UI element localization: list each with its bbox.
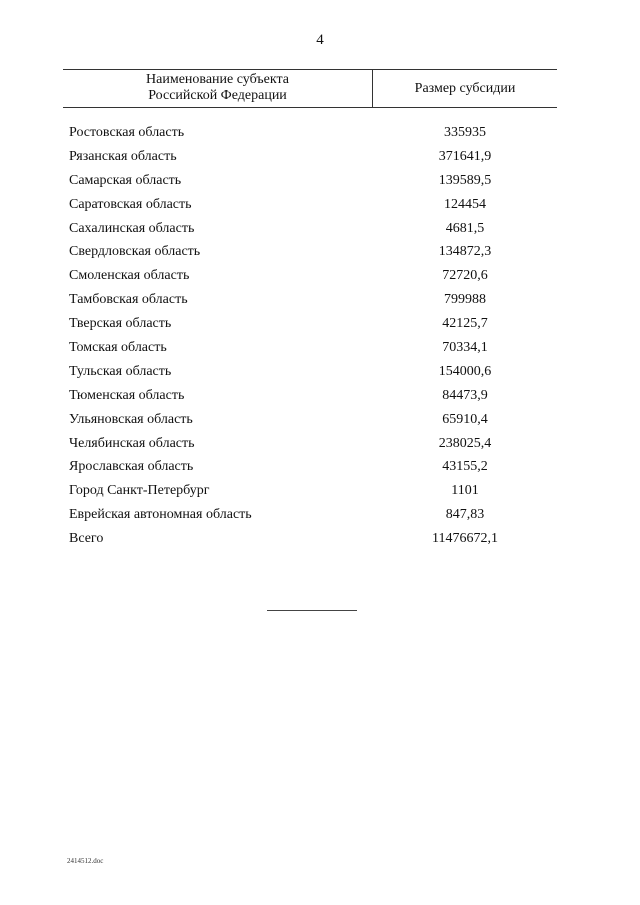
table-row [63, 169, 557, 193]
row-subsidy-value: 238025,4 [438, 435, 492, 451]
table-row [63, 288, 557, 312]
row-subsidy-value: 42125,7 [442, 316, 488, 332]
header-subsidy-amount: Размер субсидии [414, 81, 516, 96]
table-row [63, 193, 557, 217]
row-subject-name: Ростовская область [69, 125, 185, 140]
row-subsidy-value: 43155,2 [442, 459, 488, 475]
row-subsidy-value: 371641,9 [438, 148, 492, 164]
row-subject-name: Томская область [69, 340, 167, 356]
table-row [63, 121, 557, 145]
row-subsidy-value: 84473,9 [442, 387, 488, 403]
table-header [63, 69, 557, 108]
row-subject-name: Тульская область [69, 363, 172, 379]
table-row [63, 503, 557, 527]
row-subsidy-value: 124454 [444, 196, 486, 212]
row-subject-name: Сахалинская область [69, 220, 195, 236]
row-subject-name: Самарская область [69, 172, 182, 188]
row-subsidy-value: 134872,3 [438, 244, 492, 260]
row-subject-name: Тюменская область [69, 387, 185, 403]
row-subject-name: Тамбовская область [69, 292, 188, 308]
row-subsidy-value: 1101 [451, 483, 479, 499]
header-subject-name [63, 72, 372, 104]
row-subject-name: Ульяновская область [69, 411, 193, 427]
row-subsidy-value: 70334,1 [442, 340, 488, 356]
row-subsidy-value: 847,83 [445, 507, 485, 523]
row-subject-name: Ярославская область [69, 459, 194, 475]
footer-file-name: 2414512.doc [67, 857, 104, 865]
table-row [63, 432, 557, 456]
row-subject-name: Смоленская область [69, 268, 190, 284]
table-body [63, 121, 557, 551]
row-subsidy-value: 11476672,1 [432, 531, 498, 547]
table-row [63, 240, 557, 264]
row-subsidy-value: 65910,4 [442, 411, 488, 427]
end-rule [267, 610, 357, 611]
header-subject-name-line1: Наименование субъекта [146, 72, 289, 87]
row-subject-name: Всего [69, 531, 104, 547]
table-row [63, 384, 557, 408]
row-subject-name: Тверская область [69, 316, 172, 332]
table-row [63, 479, 557, 503]
table-row [63, 455, 557, 479]
row-subsidy-value: 335935 [444, 125, 486, 140]
row-subject-name: Саратовская область [69, 196, 192, 212]
row-subject-name: Челябинская область [69, 435, 195, 451]
row-subsidy-value: 154000,6 [438, 363, 492, 379]
table-row [63, 360, 557, 384]
row-subsidy-value: 139589,5 [438, 172, 492, 188]
table-row [63, 264, 557, 288]
row-subject-name: Рязанская область [69, 148, 177, 164]
row-subject-name: Еврейская автономная область [69, 507, 252, 523]
row-subsidy-value: 799988 [444, 292, 486, 308]
table-row [63, 527, 557, 551]
table-row [63, 145, 557, 169]
row-subject-name: Город Санкт-Петербург [69, 483, 210, 499]
row-subsidy-value: 4681,5 [445, 220, 485, 236]
header-subject-name-line2: Российской Федерации [148, 88, 287, 103]
row-subsidy-value: 72720,6 [442, 268, 488, 284]
table-row [63, 312, 557, 336]
table-row [63, 408, 557, 432]
table-row [63, 217, 557, 241]
row-subject-name: Свердловская область [69, 244, 201, 260]
table-row [63, 336, 557, 360]
page-number: 4 [316, 32, 324, 48]
